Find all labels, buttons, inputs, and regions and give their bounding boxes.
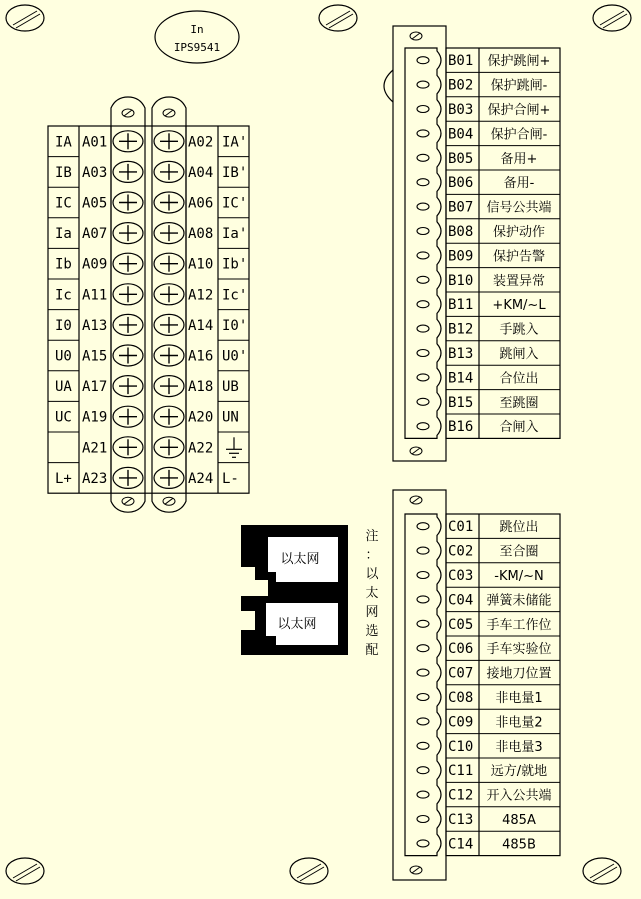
ethernet-port-2[interactable] [241, 596, 348, 655]
pin-number: C12 [448, 787, 474, 804]
terminal-function-label: -KM/~N [494, 569, 544, 584]
terminal-label: UN [222, 409, 239, 426]
terminal-row [417, 273, 545, 289]
screw-icon[interactable] [154, 406, 184, 427]
screw-icon[interactable] [113, 192, 143, 213]
pin-hole-icon[interactable] [417, 228, 429, 235]
terminal-row [417, 519, 539, 535]
screw-icon[interactable] [113, 253, 143, 274]
terminal-row [417, 78, 548, 94]
terminal-row [417, 617, 552, 633]
pin-hole-icon[interactable] [417, 398, 429, 405]
note-char: 选 [365, 624, 379, 639]
screw-icon[interactable] [113, 467, 143, 488]
pin-hole-icon[interactable] [417, 301, 429, 308]
terminal-row [55, 376, 239, 397]
pin-number: A15 [82, 348, 108, 365]
pin-number: B07 [448, 199, 474, 216]
pin-number: A19 [82, 409, 108, 426]
model-badge-line2: IPS9541 [173, 41, 221, 54]
note-char: 注 [365, 529, 379, 544]
pin-number: C08 [448, 690, 474, 706]
pin-number: C11 [448, 763, 474, 780]
pin-number: A21 [82, 440, 108, 457]
terminal-function-label: 非电量3 [495, 739, 543, 755]
terminal-label: Ia' [222, 226, 248, 243]
pin-number: A08 [188, 226, 214, 243]
terminal-function-label: 保护告警 [492, 249, 546, 265]
pin-number: A13 [82, 317, 108, 334]
pin-number: B05 [448, 150, 474, 167]
terminal-row [417, 102, 550, 118]
terminal-function-label: 非电量2 [495, 715, 543, 731]
terminal-label: Ic [55, 287, 72, 304]
screw-icon[interactable] [154, 161, 184, 182]
pin-number: B06 [448, 175, 474, 192]
pin-hole-icon[interactable] [417, 423, 429, 430]
terminal-function-label: 跳位出 [499, 520, 539, 536]
pin-hole-icon[interactable] [417, 645, 429, 652]
pin-number: A14 [188, 317, 214, 334]
terminal-label: IC [55, 195, 72, 212]
screw-icon[interactable] [113, 406, 143, 427]
pin-number: B11 [448, 297, 474, 314]
pin-number: A03 [82, 164, 108, 181]
terminal-row [55, 406, 239, 427]
terminal-label: UA [55, 379, 72, 396]
terminal-label: IB [55, 164, 72, 181]
screw-icon[interactable] [154, 131, 184, 152]
screw-icon[interactable] [113, 437, 143, 458]
terminal-row [417, 395, 539, 411]
terminal-row [417, 592, 552, 608]
mount-hole-icon [583, 858, 621, 884]
terminal-row [417, 568, 544, 584]
terminal-row [417, 346, 539, 362]
pin-number: B04 [448, 126, 474, 143]
screw-icon[interactable] [154, 192, 184, 213]
pin-number: A11 [82, 287, 108, 304]
terminal-function-label: 接地刀位置 [486, 666, 552, 682]
terminal-function-label: +KM/~L [492, 298, 546, 314]
screw-icon[interactable] [113, 223, 143, 244]
screw-icon[interactable] [154, 345, 184, 366]
pin-number: B03 [448, 102, 474, 118]
pin-hole-icon[interactable] [417, 179, 429, 186]
terminal-row [417, 151, 537, 167]
pin-number: C02 [448, 543, 474, 560]
ethernet-note [365, 529, 379, 658]
pin-hole-icon[interactable] [417, 154, 429, 161]
note-char: 以 [365, 567, 379, 582]
pin-number: C07 [448, 665, 474, 682]
terminal-function-label: 保护跳闸- [490, 78, 548, 94]
pin-hole-icon[interactable] [417, 620, 429, 627]
terminal-function-label: 保护合闸+ [487, 103, 551, 118]
pin-hole-icon[interactable] [417, 130, 429, 137]
pin-hole-icon[interactable] [417, 523, 429, 530]
pin-number: A24 [188, 470, 214, 487]
pin-number: A16 [188, 348, 214, 365]
pin-number: A09 [82, 256, 108, 273]
terminal-label: I0' [222, 317, 248, 334]
pin-hole-icon[interactable] [417, 547, 429, 554]
pin-number: B02 [448, 77, 474, 94]
terminal-label: IA' [222, 134, 248, 151]
pin-number: B13 [448, 346, 474, 362]
screw-icon [163, 109, 175, 117]
terminal-row [417, 200, 552, 216]
screw-icon[interactable] [154, 223, 184, 244]
terminal-label: L- [222, 470, 239, 487]
pin-number: A07 [82, 226, 108, 243]
pin-number: B12 [448, 321, 474, 338]
terminal-row [417, 666, 552, 682]
pin-number: C09 [448, 714, 474, 731]
terminal-label: L+ [55, 470, 72, 487]
pin-hole-icon[interactable] [417, 106, 429, 113]
pin-number: B15 [448, 394, 474, 411]
screw-icon[interactable] [154, 314, 184, 335]
pin-number: B10 [448, 272, 474, 289]
terminal-label: IA [55, 134, 72, 151]
screw-icon[interactable] [113, 345, 143, 366]
screw-icon[interactable] [113, 161, 143, 182]
terminal-row [417, 224, 545, 240]
note-char: 太 [365, 586, 379, 601]
screw-icon [122, 497, 134, 505]
pin-number: B08 [448, 224, 474, 240]
terminal-function-label: 保护动作 [492, 225, 546, 240]
pin-hole-icon[interactable] [417, 325, 429, 332]
pin-number: A18 [188, 379, 214, 396]
terminal-row [417, 836, 536, 852]
terminal-label: I0 [55, 317, 72, 334]
terminal-row [417, 544, 539, 560]
terminal-row [417, 763, 547, 779]
terminal-label: Ib' [222, 256, 248, 273]
mount-hole-icon [319, 5, 357, 31]
ethernet-ports [241, 525, 348, 655]
terminal-label: UC [55, 409, 72, 426]
pin-number: C04 [448, 592, 474, 609]
terminal-row [417, 690, 543, 706]
terminal-function-label: 装置异常 [492, 273, 546, 289]
pin-number: A02 [188, 134, 214, 151]
screw-icon [410, 496, 422, 504]
terminal-row [417, 739, 543, 755]
mount-hole-icon [6, 5, 44, 31]
terminal-block-b [384, 26, 560, 461]
note-char: 配 [365, 643, 379, 658]
terminal-row [55, 467, 239, 488]
screw-icon[interactable] [113, 376, 143, 397]
terminal-label: Ia [55, 226, 72, 243]
terminal-row [417, 248, 545, 264]
pin-number: C14 [448, 836, 474, 853]
note-char: 网 [365, 605, 379, 620]
screw-icon[interactable] [154, 437, 184, 458]
terminal-function-label: 至跳圈 [499, 395, 539, 411]
pin-number: A06 [188, 195, 214, 212]
pin-number: A10 [188, 256, 214, 273]
terminal-block-c [393, 490, 560, 880]
model-badge [155, 11, 239, 63]
terminal-function-label: 485A [502, 813, 536, 828]
terminal-row [417, 126, 548, 142]
pin-number: A12 [188, 287, 214, 304]
pin-number: B14 [448, 370, 474, 387]
terminal-row [417, 812, 536, 828]
screw-icon[interactable] [113, 314, 143, 335]
terminal-function-label: 手车工作位 [486, 617, 552, 633]
mount-hole-icon [593, 5, 631, 31]
terminal-row [417, 641, 552, 657]
pin-hole-icon[interactable] [417, 669, 429, 676]
pin-number: A01 [82, 134, 108, 151]
terminal-function-label: 合闸入 [499, 420, 539, 436]
mount-hole-icon [6, 858, 44, 884]
pin-hole-icon[interactable] [417, 816, 429, 823]
terminal-function-label: 手跳入 [499, 322, 539, 338]
screw-icon [122, 109, 134, 117]
mount-hole-icon [290, 858, 328, 884]
pin-hole-icon[interactable] [417, 572, 429, 579]
pin-number: C13 [448, 812, 474, 828]
pin-number: A17 [82, 379, 108, 396]
screw-icon[interactable] [154, 284, 184, 305]
terminal-function-label: 备用- [503, 176, 535, 192]
pin-number: C06 [448, 641, 474, 658]
ground-icon [226, 437, 242, 457]
terminal-function-label: 非电量1 [495, 691, 543, 706]
pin-hole-icon[interactable] [417, 374, 429, 381]
terminal-function-label: 保护合闸- [490, 127, 548, 143]
ethernet-port-1-label: 以太网 [280, 552, 320, 567]
terminal-label: Ic' [222, 287, 248, 304]
screw-icon [163, 497, 175, 505]
terminal-row [417, 714, 543, 730]
pin-hole-icon[interactable] [417, 81, 429, 88]
terminal-row [417, 297, 546, 313]
pin-number: A04 [188, 164, 214, 181]
pin-hole-icon[interactable] [417, 276, 429, 283]
terminal-label: U0' [222, 348, 248, 365]
terminal-function-label: 合位出 [499, 371, 539, 387]
pin-number: B16 [448, 419, 474, 436]
terminal-function-label: 备用+ [500, 151, 538, 167]
pin-number: C03 [448, 568, 474, 584]
screw-icon [410, 32, 422, 40]
terminal-function-label: 485B [502, 837, 536, 853]
pin-number: C10 [448, 738, 474, 755]
terminal-function-label: 信号公共端 [486, 200, 552, 216]
terminal-row [417, 788, 552, 804]
terminal-row [82, 437, 213, 458]
screw-icon[interactable] [154, 467, 184, 488]
terminal-row [417, 419, 539, 435]
terminal-function-label: 弹簧未储能 [486, 593, 552, 609]
pin-hole-icon[interactable] [417, 791, 429, 798]
pin-hole-icon[interactable] [417, 767, 429, 774]
pin-number: C01 [448, 519, 474, 536]
screw-icon [410, 866, 422, 874]
terminal-function-label: 保护跳闸+ [487, 54, 551, 70]
pin-number: A05 [82, 195, 108, 212]
ethernet-port-2-label: 以太网 [277, 617, 317, 632]
terminal-label: Ib [55, 256, 72, 273]
terminal-function-label: 开入公共端 [486, 788, 552, 804]
pin-number: C05 [448, 616, 474, 633]
pin-hole-icon[interactable] [417, 203, 429, 210]
terminal-function-label: 手车实验位 [486, 642, 552, 658]
screw-icon[interactable] [113, 284, 143, 305]
ethernet-port-1[interactable] [241, 525, 348, 596]
note-char: ： [365, 548, 379, 563]
pin-hole-icon[interactable] [417, 742, 429, 749]
terminal-label: IC' [222, 195, 248, 212]
pin-hole-icon[interactable] [417, 694, 429, 701]
screw-icon[interactable] [154, 376, 184, 397]
terminal-label: IB' [222, 164, 248, 181]
terminal-row [417, 370, 539, 386]
pin-number: A23 [82, 470, 108, 487]
pin-number: A22 [188, 440, 214, 457]
terminal-label: UB [222, 379, 239, 396]
pin-number: B09 [448, 248, 474, 265]
pin-hole-icon[interactable] [417, 596, 429, 603]
terminal-label: U0 [55, 348, 72, 365]
pin-hole-icon[interactable] [417, 57, 429, 64]
pin-hole-icon[interactable] [417, 718, 429, 725]
screw-icon[interactable] [154, 253, 184, 274]
pin-hole-icon[interactable] [417, 840, 429, 847]
terminal-row [417, 53, 550, 69]
terminal-block-a [48, 97, 249, 512]
terminal-function-label: 至合圈 [499, 544, 539, 560]
screw-icon[interactable] [113, 131, 143, 152]
pin-number: B01 [448, 53, 474, 70]
pin-number: A20 [188, 409, 214, 426]
pin-hole-icon[interactable] [417, 350, 429, 357]
terminal-row [417, 175, 535, 191]
screw-icon [410, 447, 422, 455]
terminal-function-label: 跳闸入 [499, 347, 539, 362]
pin-hole-icon[interactable] [417, 252, 429, 259]
terminal-row [417, 322, 539, 338]
terminal-function-label: 远方/就地 [490, 764, 548, 780]
model-badge-line1: In [190, 23, 204, 36]
